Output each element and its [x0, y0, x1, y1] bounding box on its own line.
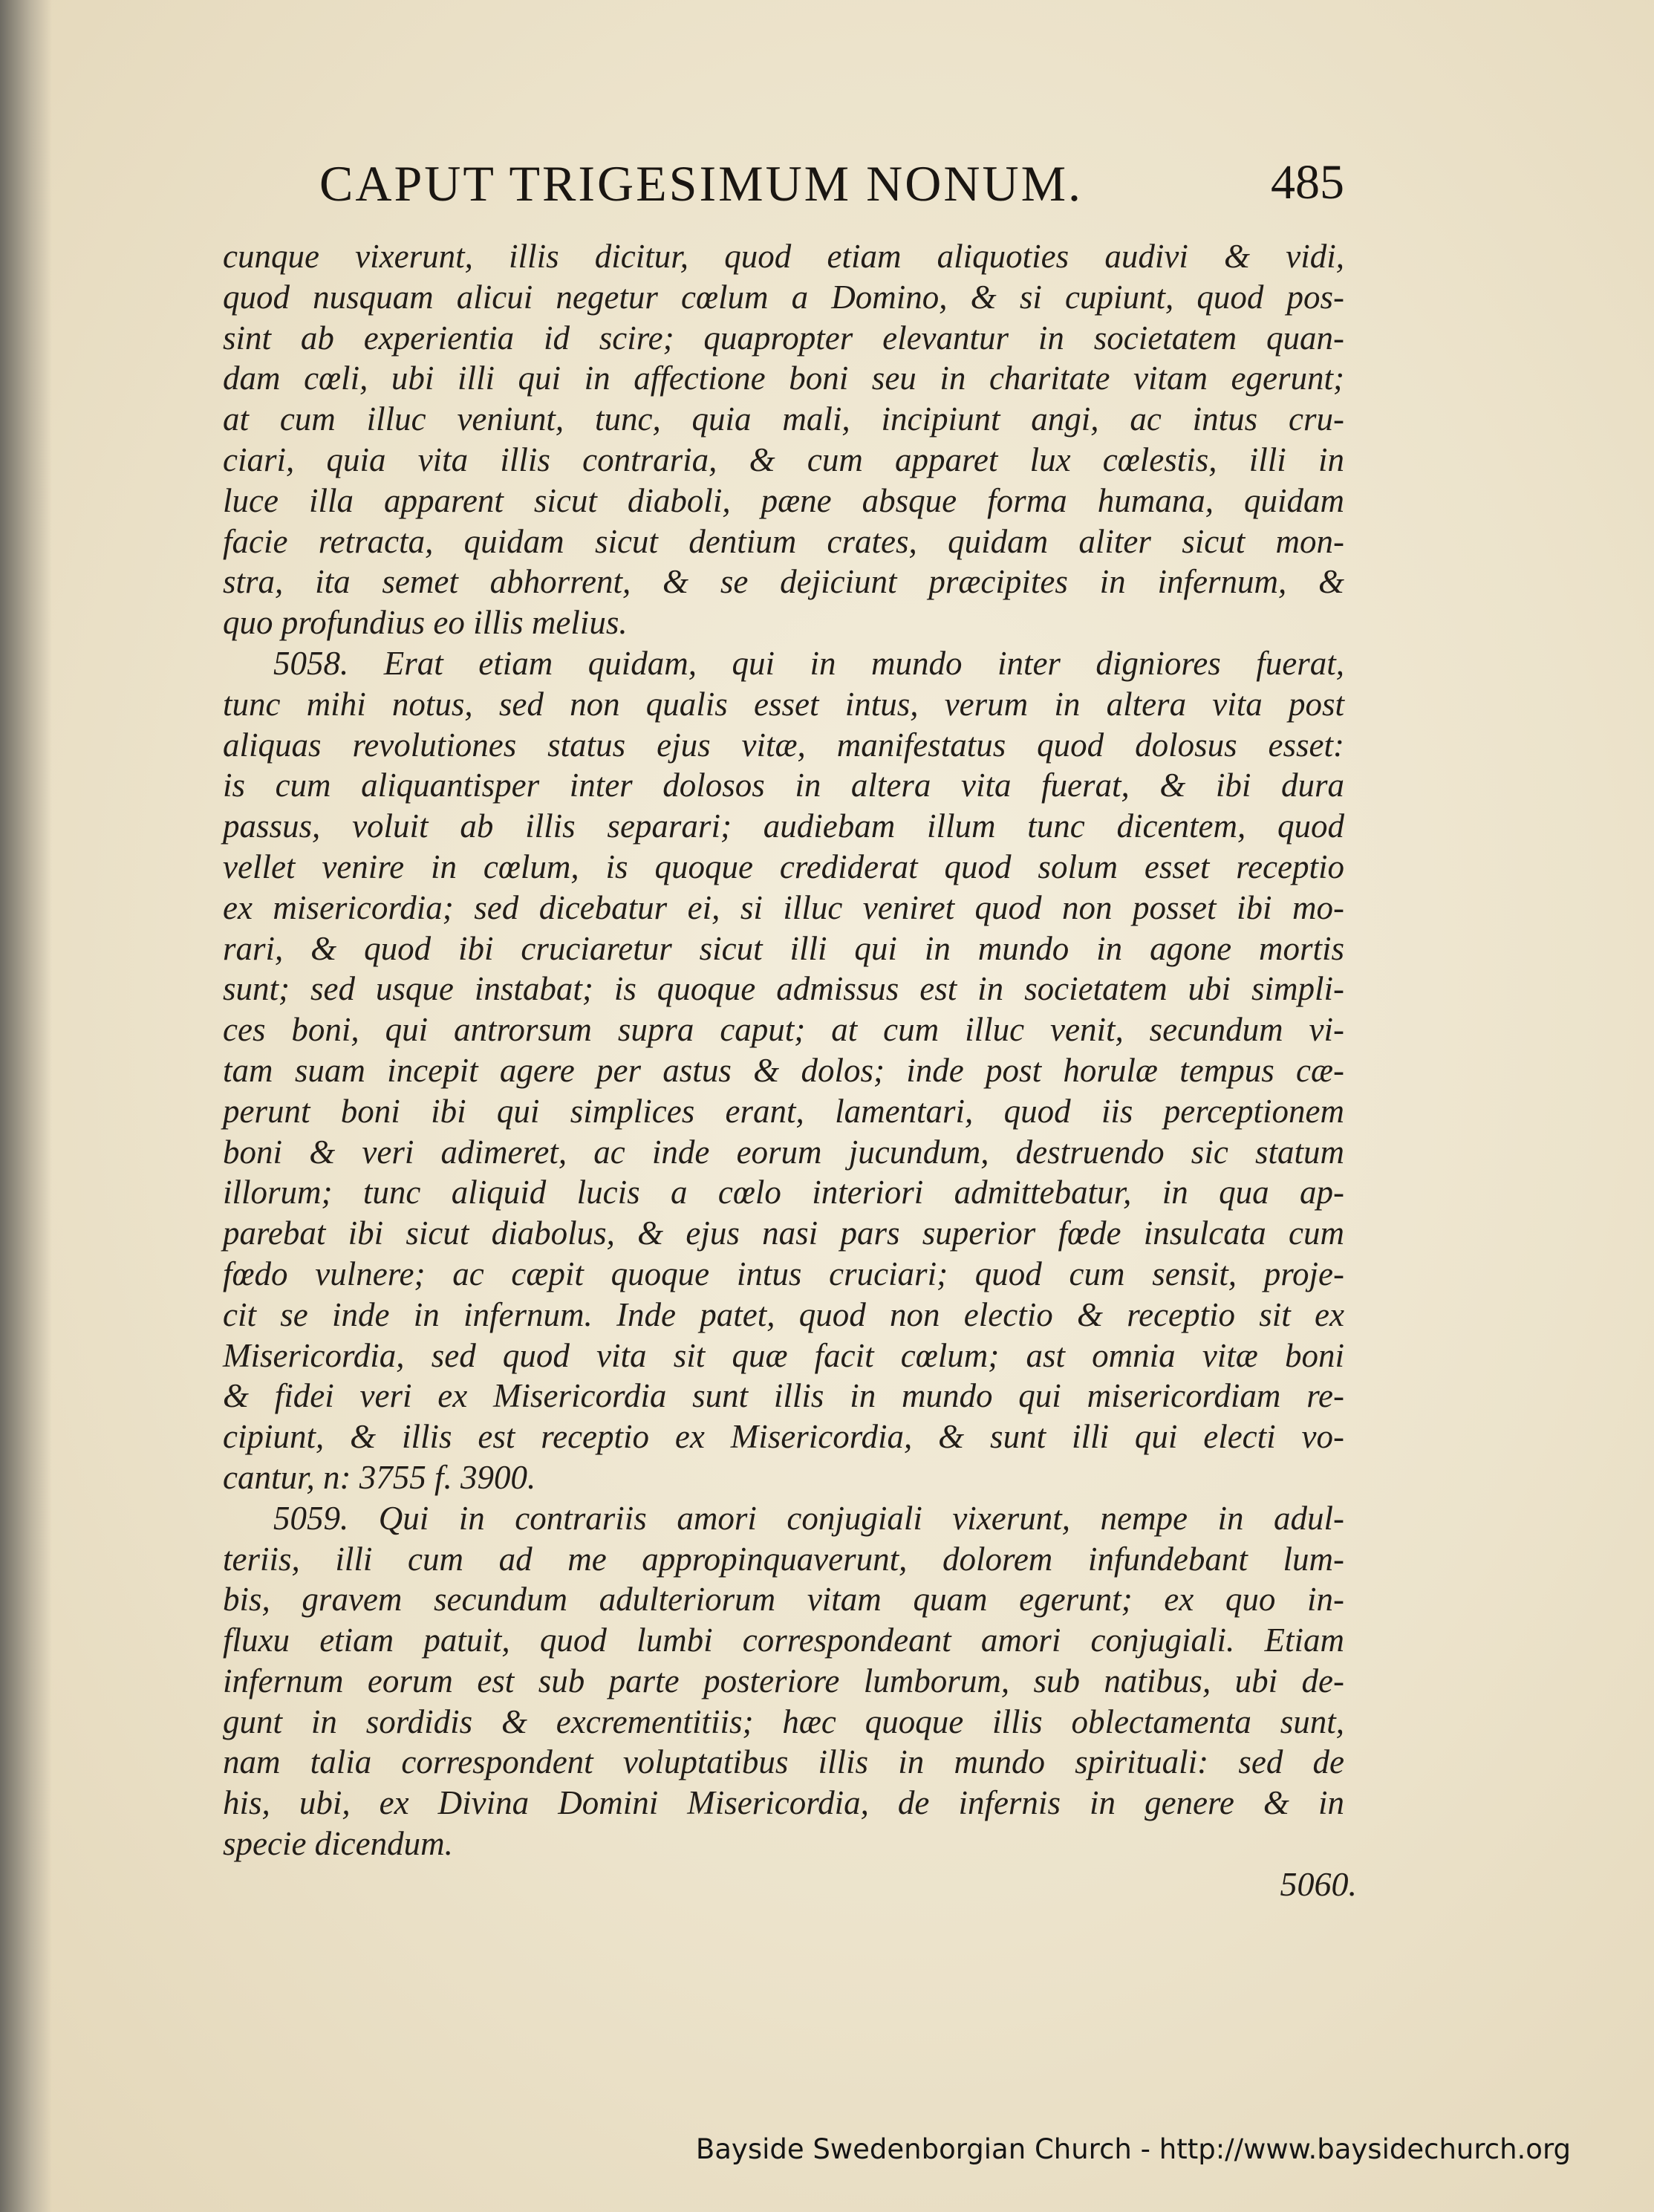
text-line: & fidei veri ex Misericordia sunt illis in mundo qui misericordiam re-: [223, 1377, 1344, 1415]
text-line: specie dicendum.: [223, 1825, 453, 1863]
text-line: facie retracta, quidam sicut dentium crates, quidam aliter sicut mon-: [223, 522, 1344, 560]
text-line: parebat ibi sicut diabolus, & ejus nasi pars superior fœde insulcata cum: [223, 1214, 1344, 1252]
text-line: ciari, quia vita illis contraria, & cum apparet lux cœlestis, illi in: [223, 440, 1344, 478]
text-line: perunt boni ibi qui simplices erant, lamentari, quod iis perceptionem: [223, 1092, 1344, 1130]
source-watermark: Bayside Swedenborgian Church - http://www.baysidechurch.org: [695, 2133, 1571, 2165]
paragraph-start-5059: 5059. Qui in contrariis amori conjugiali vixerunt, nempe in adul-: [273, 1499, 1344, 1537]
text-line: infernum eorum est sub parte posteriore lumborum, sub natibus, ubi de-: [223, 1662, 1344, 1699]
text-line: sint ab experientia id scire; quapropter elevantur in societatem quan-: [223, 319, 1344, 357]
page-number: 485: [1271, 155, 1344, 209]
running-head: [319, 154, 1344, 221]
chapter-title: CAPUT TRIGESIMUM NONUM.: [319, 155, 1084, 212]
text-line: Misericordia, sed quod vita sit quæ facit cœlum; ast omnia vitæ boni: [223, 1336, 1344, 1374]
text-line: illorum; tunc aliquid lucis a cœlo interiori admittebatur, in qua ap-: [223, 1174, 1344, 1211]
text-line: quo profundius eo illis melius.: [223, 604, 628, 642]
text-line: teriis, illi cum ad me appropinquaverunt, dolorem infundebant lum-: [223, 1540, 1344, 1578]
text-line: aliquas revolutiones status ejus vitæ, manifestatus quod dolosus esset:: [223, 726, 1344, 764]
body-text: [223, 236, 1344, 1864]
text-line: boni & veri adimeret, ac inde eorum jucundum, destruendo sic statum: [223, 1133, 1344, 1171]
text-line: quod nusquam alicui negetur cœlum a Domino, & si cupiunt, quod pos-: [223, 278, 1344, 316]
text-line: ces boni, qui antrorsum supra caput; at cum illuc venit, secundum vi-: [223, 1011, 1344, 1049]
text-line: at cum illuc veniunt, tunc, quia mali, incipiunt angi, ac intus cru-: [223, 400, 1344, 438]
text-line: fœdo vulnere; ac cæpit quoque intus cruciari; quod cum sensit, proje-: [223, 1255, 1344, 1292]
text-line: gunt in sordidis & excrementitiis; hæc quoque illis oblectamenta sunt,: [223, 1702, 1344, 1740]
paragraph-start-5058: 5058. Erat etiam quidam, qui in mundo inter digniores fuerat,: [273, 644, 1344, 682]
text-line: bis, gravem secundum adulteriorum vitam quam egerunt; ex quo in-: [223, 1581, 1344, 1619]
text-line: passus, voluit ab illis separari; audiebam illum tunc dicentem, quod: [223, 807, 1344, 845]
text-line: his, ubi, ex Divina Domini Misericordia, de infernis in genere & in: [223, 1784, 1344, 1822]
text-line: luce illa apparent sicut diaboli, pæne absque forma humana, quidam: [223, 481, 1344, 519]
text-line: sunt; sed usque instabat; is quoque admissus est in societatem ubi simpli-: [223, 970, 1344, 1008]
text-line: cit se inde in infernum. Inde patet, quod non electio & receptio sit ex: [223, 1295, 1344, 1333]
text-line: rari, & quod ibi cruciaretur sicut illi qui in mundo in agone mortis: [223, 929, 1344, 967]
text-line: cunque vixerunt, illis dicitur, quod etiam aliquoties audivi & vidi,: [223, 238, 1344, 275]
text-line: tunc mihi notus, sed non qualis esset intus, verum in altera vita post: [223, 685, 1344, 723]
catchword: 5060.: [1280, 1865, 1357, 1903]
text-line: vellet venire in cœlum, is quoque crediderat quod solum esset receptio: [223, 848, 1344, 885]
text-line: cantur, n: 3755 f. 3900.: [223, 1458, 536, 1496]
text-line: stra, ita semet abhorrent, & se dejiciunt præcipites in infernum, &: [223, 563, 1344, 601]
text-line: cipiunt, & illis est receptio ex Misericordia, & sunt illi qui electi vo-: [223, 1418, 1344, 1456]
text-line: dam cœli, ubi illi qui in affectione boni seu in charitate vitam egerunt;: [223, 360, 1344, 397]
text-line: nam talia correspondent voluptatibus illis in mundo spirituali: sed de: [223, 1743, 1344, 1781]
text-line: fluxu etiam patuit, quod lumbi correspondeant amori conjugiali. Etiam: [223, 1621, 1344, 1659]
text-line: is cum aliquantisper inter dolosos in altera vita fuerat, & ibi dura: [223, 767, 1344, 804]
page-gutter-shadow: [0, 0, 52, 2212]
text-line: ex misericordia; sed dicebatur ei, si illuc veniret quod non posset ibi mo-: [223, 888, 1344, 926]
text-line: tam suam incepit agere per astus & dolos; inde post horulæ tempus cæ-: [223, 1051, 1344, 1089]
